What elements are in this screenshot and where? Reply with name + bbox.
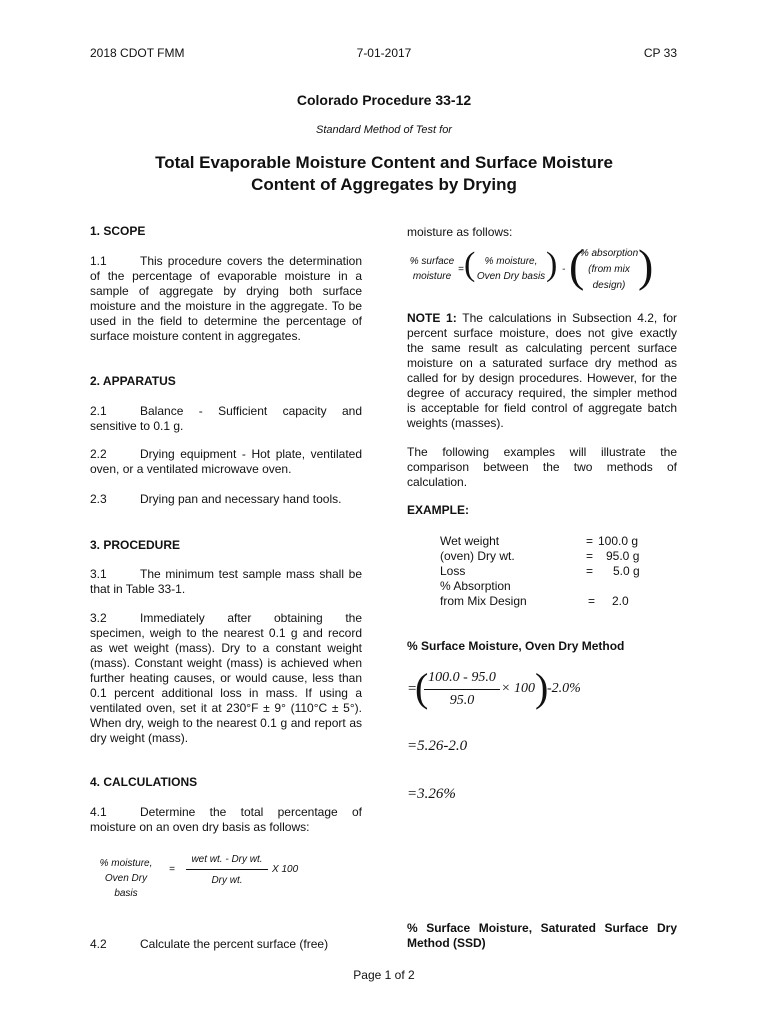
equation-2-equals: = <box>458 264 464 275</box>
equation-2-term-1-line1: % moisture, <box>484 256 538 267</box>
calc-line-2: =5.26-2.0 <box>407 738 468 754</box>
examples-intro: The following examples will illustrate the comparison between the two methods of calculation. <box>407 445 677 489</box>
calc-line-3: =3.26% <box>407 786 456 802</box>
paragraph-number: 1.1 <box>90 254 107 268</box>
equation-2-lhs <box>407 254 457 284</box>
section-heading-apparatus: 2. APPARATUS <box>90 374 176 388</box>
note-1 <box>407 311 677 431</box>
main-title-line-1: Total Evaporable Moisture Content and Surface Moisture <box>155 153 613 172</box>
procedure-subtitle: Standard Method of Test for <box>316 124 452 136</box>
paragraph-1-1 <box>90 254 362 344</box>
equation-1-fraction-bar <box>186 869 268 870</box>
example-value: 2.0 <box>612 594 629 608</box>
example-row <box>440 534 499 549</box>
paragraph-3-1 <box>90 567 362 597</box>
paragraph-text: Calculate the percent surface (free) <box>140 937 329 951</box>
equation-2-term-1 <box>474 254 548 284</box>
equation-2-minus: - <box>562 264 566 275</box>
section-heading-scope: 1. SCOPE <box>90 224 146 238</box>
equation-2-right-paren-1: ) <box>546 246 558 283</box>
procedure-title: Colorado Procedure 33-12 <box>296 92 472 108</box>
paragraph-number: 4.1 <box>90 805 107 819</box>
calc-fraction-bar <box>424 689 500 690</box>
header-right: CP 33 <box>643 46 677 60</box>
equation-2-term-2-line2: (from mix <box>588 264 630 275</box>
calc-tail: -2.0% <box>547 681 581 696</box>
paragraph-text: Determine the total percentage of moisture on an oven dry basis as follows: <box>90 805 362 834</box>
oven-dry-method-heading: % Surface Moisture, Oven Dry Method <box>407 639 625 653</box>
example-value: 5.0 g <box>613 564 640 578</box>
example-value: 95.0 g <box>606 549 640 563</box>
paragraph-2-1 <box>90 404 362 434</box>
paragraph-text: Balance - Sufficient capacity and sensitive to 0.1 g. <box>90 404 362 433</box>
paragraph-number: 3.2 <box>90 611 107 625</box>
paragraph-number: 3.1 <box>90 567 107 581</box>
paragraph-text: Drying pan and necessary hand tools. <box>140 492 342 506</box>
example-op: = <box>586 534 594 548</box>
continued-text: moisture as follows: <box>407 225 513 239</box>
equation-1-lhs <box>92 856 160 901</box>
section-heading-calculations: 4. CALCULATIONS <box>90 775 198 789</box>
page-number: Page 1 of 2 <box>353 968 415 982</box>
paragraph-text: Immediately after obtaining the specimen, weigh to the nearest 0.1 g and record as wet weight (mass). Dry to a constant weight (mass). Constant weight (mass) is achieved when further heating causes, or would cause, less than 0.1 percent additional loss in mass. If using a ventilated oven, set it at 230°F ± 9° (110°C ± 5°). When dry, weigh to the nearest 0.1 g and report as dry weight (mass). <box>90 611 362 745</box>
equation-2-left-paren-1: ( <box>464 246 476 283</box>
calc-multiplier: × 100 <box>501 681 535 696</box>
note-text: The calculations in Subsection 4.2, for percent surface moisture, does not give exactly the same result as calculating percent surface moisture on a saturated surface dry method as called for by design procedures. However, for the degree of accuracy required, the simpler method is acceptable for field control of aggregate batch weights (masses). <box>407 311 677 430</box>
paragraph-2-3 <box>90 492 362 507</box>
equation-2-term-1-line2: Oven Dry basis <box>476 271 546 282</box>
example-label: Wet weight <box>440 534 500 548</box>
equation-2-term-2-line3: design) <box>592 280 626 291</box>
paragraph-text: Drying equipment - Hot plate, ventilated oven, or a ventilated microwave oven. <box>90 447 362 476</box>
example-label: (oven) Dry wt. <box>440 549 515 563</box>
example-row <box>440 594 527 609</box>
header-left: 2018 CDOT FMM <box>90 46 185 60</box>
main-title <box>0 152 768 196</box>
paragraph-number: 2.2 <box>90 447 107 461</box>
note-label: NOTE 1: <box>407 311 457 325</box>
paragraph-number: 2.3 <box>90 492 107 506</box>
ssd-method-heading: % Surface Moisture, Saturated Surface Dry Method (SSD) <box>407 921 677 950</box>
paragraph-number: 2.1 <box>90 404 107 418</box>
example-label: Loss <box>440 564 466 578</box>
example-row <box>440 564 465 579</box>
equation-1-lhs-line2: Oven Dry basis <box>104 873 148 899</box>
equation-2-term-2-line1: % absorption <box>579 248 639 259</box>
equation-2-right-paren-2: ) <box>638 240 654 291</box>
example-heading: EXAMPLE: <box>407 503 470 517</box>
calc-numerator: 100.0 - 95.0 <box>428 670 496 685</box>
paragraph-4-1 <box>90 805 362 835</box>
example-label: % Absorption <box>440 579 511 593</box>
equation-1-denominator: Dry wt. <box>211 875 243 886</box>
paragraph-3-2 <box>90 611 362 746</box>
equation-2-term-2 <box>578 246 640 294</box>
section-heading-procedure: 3. PROCEDURE <box>90 538 181 552</box>
calc-denominator: 95.0 <box>449 693 475 708</box>
header-center: 7-01-2017 <box>356 46 412 60</box>
equation-1-equals: = <box>169 864 175 875</box>
equation-1-numerator: wet wt. - Dry wt. <box>191 854 263 865</box>
example-label: from Mix Design <box>440 594 527 608</box>
example-row <box>440 549 515 564</box>
paragraph-text: The minimum test sample mass shall be that in Table 33-1. <box>90 567 362 596</box>
example-op: = <box>586 549 594 563</box>
example-op: = <box>586 564 594 578</box>
example-row <box>440 579 511 594</box>
calc-right-paren: ) <box>535 665 549 710</box>
example-value: 100.0 g <box>598 534 639 548</box>
main-title-line-2: Content of Aggregates by Drying <box>251 175 517 194</box>
paragraph-number: 4.2 <box>90 937 107 951</box>
equation-1-lhs-line1: % moisture, <box>99 858 153 869</box>
equation-2-lhs-line2: moisture <box>412 271 452 282</box>
equation-2-lhs-line1: % surface <box>409 256 455 267</box>
calc-left-paren: ( <box>415 665 429 710</box>
equation-1-multiplier: X 100 <box>272 864 299 875</box>
calc-equals: = <box>407 681 418 697</box>
paragraph-text: This procedure covers the determination of the percentage of evaporable moisture in a sample of aggregate by drying both surface moisture and the moisture in the aggregate. To be used in the field to determine the percentage of surface moisture content in aggregates. <box>90 254 362 343</box>
equation-2-left-paren-2: ( <box>569 240 585 291</box>
paragraph-2-2 <box>90 447 362 477</box>
example-op: = <box>588 594 596 608</box>
paragraph-4-2 <box>90 937 362 952</box>
